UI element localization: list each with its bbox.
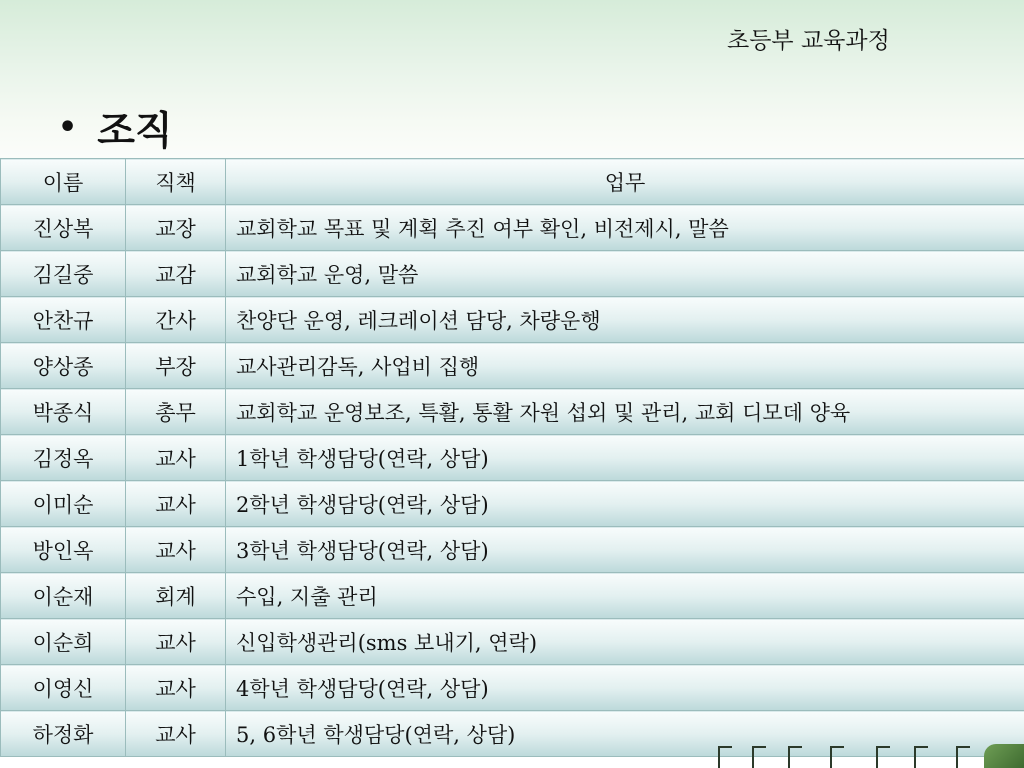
cell-duty: 2학년 학생담당(연락, 상담) [226,481,1024,527]
table-row [1,343,1024,389]
bottom-decoration [700,744,1024,768]
cell-duty: 교회학교 운영보조, 특활, 통활 자원 섭외 및 관리, 교회 디모데 양육 [226,389,1024,435]
cell-name: 하정화 [1,711,126,757]
cell-name: 김정옥 [1,435,126,481]
decoration-stroke [752,746,766,768]
table-row [1,435,1024,481]
decoration-stroke [830,746,844,768]
cell-role: 교장 [126,205,226,251]
cell-name: 이순희 [1,619,126,665]
cell-name: 이영신 [1,665,126,711]
cell-name: 박종식 [1,389,126,435]
cell-duty: 5, 6학년 학생담당(연락, 상담) [226,711,1024,757]
bullet-icon: • [58,110,78,145]
cell-duty: 신입학생관리(sms 보내기, 연락) [226,619,1024,665]
cell-duty: 3학년 학생담당(연락, 상담) [226,527,1024,573]
cell-name: 양상종 [1,343,126,389]
cell-duty: 수입, 지출 관리 [226,573,1024,619]
cell-role: 교사 [126,481,226,527]
table-row [1,665,1024,711]
organization-table [0,158,1024,757]
cell-role: 교사 [126,619,226,665]
cell-role: 회계 [126,573,226,619]
table-row [1,573,1024,619]
cell-name: 방인옥 [1,527,126,573]
cell-duty: 1학년 학생담당(연락, 상담) [226,435,1024,481]
table-row [1,251,1024,297]
table-row [1,619,1024,665]
cell-role: 간사 [126,297,226,343]
cell-role: 총무 [126,389,226,435]
decoration-stroke [914,746,928,768]
cell-role: 부장 [126,343,226,389]
column-header-role: 직책 [126,159,226,205]
decoration-stroke [788,746,802,768]
cell-role: 교사 [126,435,226,481]
decoration-stroke [718,746,732,768]
cell-duty: 4학년 학생담당(연락, 상담) [226,665,1024,711]
leaf-icon [984,744,1024,768]
cell-duty: 교회학교 목표 및 계획 추진 여부 확인, 비전제시, 말씀 [226,205,1024,251]
cell-name: 안찬규 [1,297,126,343]
header-title: 초등부 교육과정 [727,28,890,54]
cell-name: 이미순 [1,481,126,527]
cell-role: 교사 [126,711,226,757]
slide-heading [58,100,173,156]
table-row [1,527,1024,573]
cell-role: 교사 [126,527,226,573]
table-row [1,297,1024,343]
column-header-name: 이름 [1,159,126,205]
cell-duty: 교회학교 운영, 말씀 [226,251,1024,297]
table-header-row [1,159,1024,205]
cell-role: 교감 [126,251,226,297]
slide-title: 조직 [97,109,173,154]
cell-name: 김길중 [1,251,126,297]
table-row [1,205,1024,251]
cell-role: 교사 [126,665,226,711]
cell-duty: 교사관리감독, 사업비 집행 [226,343,1024,389]
table-row [1,481,1024,527]
cell-name: 진상복 [1,205,126,251]
table-row [1,389,1024,435]
cell-name: 이순재 [1,573,126,619]
column-header-duty: 업무 [226,159,1024,205]
cell-duty: 찬양단 운영, 레크레이션 담당, 차량운행 [226,297,1024,343]
decoration-stroke [876,746,890,768]
decoration-stroke [956,746,970,768]
